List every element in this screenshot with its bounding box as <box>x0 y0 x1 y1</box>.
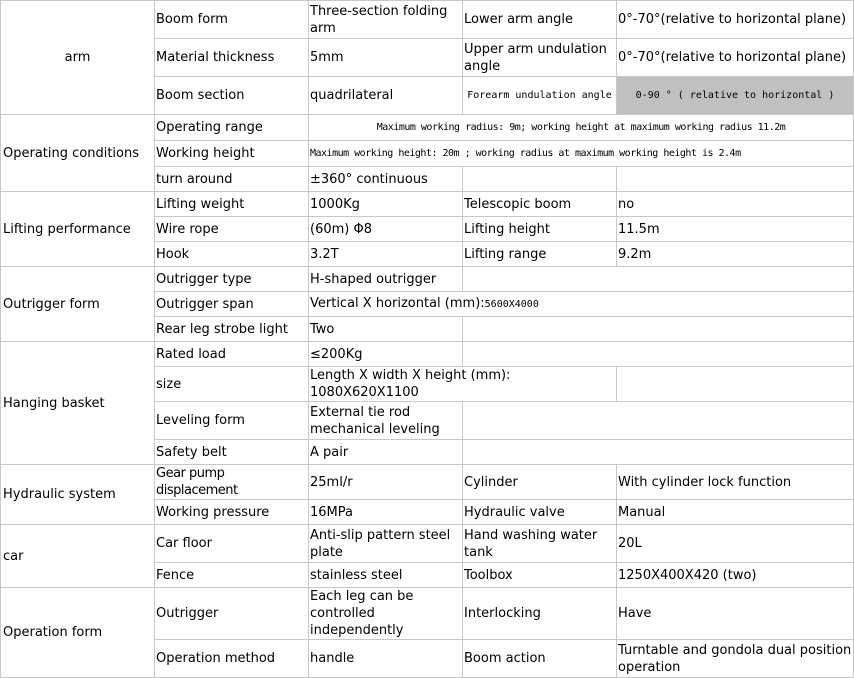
label-telescopic-boom: Telescopic boom <box>463 192 617 217</box>
table-row <box>1 342 854 367</box>
value-telescopic-boom: no <box>617 192 854 217</box>
value-rated-load: ≤200Kg <box>309 342 463 367</box>
empty-cell <box>463 167 617 192</box>
value-lifting-height: 11.5m <box>617 217 854 242</box>
empty-cell <box>463 317 854 342</box>
label-lifting-range: Lifting range <box>463 242 617 267</box>
table-row <box>1 465 854 500</box>
label-size: size <box>155 367 309 402</box>
value-boom-section: quadrilateral <box>309 77 463 115</box>
group-car: car <box>1 525 155 588</box>
label-lower-arm-angle: Lower arm angle <box>463 1 617 39</box>
value-size: Length X width X height (mm): 1080X620X1100 <box>309 367 617 402</box>
label-toolbox: Toolbox <box>463 563 617 588</box>
label-hydraulic-valve: Hydraulic valve <box>463 500 617 525</box>
empty-cell <box>463 342 854 367</box>
label-operating-range: Operating range <box>155 115 309 141</box>
value-outrigger-span <box>309 292 854 317</box>
empty-cell <box>463 267 854 292</box>
value-gear-pump: 25ml/r <box>309 465 463 500</box>
label-hook: Hook <box>155 242 309 267</box>
value-hand-washing-tank: 20L <box>617 525 854 563</box>
label-leveling-form: Leveling form <box>155 402 309 440</box>
value-interlocking: Have <box>617 588 854 640</box>
label-boom-section: Boom section <box>155 77 309 115</box>
label-boom-form: Boom form <box>155 1 309 39</box>
table-row <box>1 525 854 563</box>
group-hydraulic-system: Hydraulic system <box>1 465 155 525</box>
empty-cell <box>463 440 854 465</box>
label-fence: Fence <box>155 563 309 588</box>
empty-cell <box>617 367 854 402</box>
group-hanging-basket: Hanging basket <box>1 342 155 465</box>
label-wire-rope: Wire rope <box>155 217 309 242</box>
value-lifting-range: 9.2m <box>617 242 854 267</box>
outrigger-span-text: Vertical X horizontal (mm): <box>310 296 485 311</box>
label-car-floor: Car floor <box>155 525 309 563</box>
group-operating-conditions: Operating conditions <box>1 115 155 192</box>
group-outrigger-form: Outrigger form <box>1 267 155 342</box>
value-boom-action: Turntable and gondola dual position operation <box>617 640 854 678</box>
value-leveling-form: External tie rod mechanical leveling <box>309 402 463 440</box>
value-lower-arm-angle: 0°-70°(relative to horizontal plane) <box>617 1 854 39</box>
label-material-thickness: Material thickness <box>155 39 309 77</box>
label-lifting-weight: Lifting weight <box>155 192 309 217</box>
label-outrigger-span: Outrigger span <box>155 292 309 317</box>
value-forearm-angle: 0-90 ° ( relative to horizontal ) <box>617 77 854 115</box>
label-working-height: Working height <box>155 141 309 167</box>
value-safety-belt: A pair <box>309 440 463 465</box>
label-rear-leg-strobe: Rear leg strobe light <box>155 317 309 342</box>
group-arm: arm <box>1 1 155 115</box>
table-row <box>1 192 854 217</box>
value-toolbox: 1250X400X420 (two) <box>617 563 854 588</box>
table-row <box>1 588 854 640</box>
label-forearm-angle: Forearm undulation angle <box>463 77 617 115</box>
label-working-pressure: Working pressure <box>155 500 309 525</box>
value-outrigger-type: H-shaped outrigger <box>309 267 463 292</box>
value-material-thickness: 5mm <box>309 39 463 77</box>
label-interlocking: Interlocking <box>463 588 617 640</box>
label-upper-arm-angle: Upper arm undulation angle <box>463 39 617 77</box>
empty-cell <box>617 167 854 192</box>
value-operation-method: handle <box>309 640 463 678</box>
table-row <box>1 115 854 141</box>
group-lifting-performance: Lifting performance <box>1 192 155 267</box>
value-boom-form: Three-section folding arm <box>309 1 463 39</box>
label-turn-around: turn around <box>155 167 309 192</box>
label-outrigger-type: Outrigger type <box>155 267 309 292</box>
outrigger-span-size: 5600X4000 <box>484 299 539 310</box>
value-rear-leg-strobe: Two <box>309 317 463 342</box>
value-wire-rope: (60m) Φ8 <box>309 217 463 242</box>
group-operation-form: Operation form <box>1 588 155 678</box>
table-row <box>1 1 854 39</box>
label-hand-washing-tank: Hand washing water tank <box>463 525 617 563</box>
label-lifting-height: Lifting height <box>463 217 617 242</box>
value-fence: stainless steel <box>309 563 463 588</box>
label-safety-belt: Safety belt <box>155 440 309 465</box>
value-operating-range: Maximum working radius: 9m; working height at maximum working radius 11.2m <box>309 115 854 141</box>
value-outrigger-operation: Each leg can be controlled independently <box>309 588 463 640</box>
value-car-floor: Anti-slip pattern steel plate <box>309 525 463 563</box>
label-outrigger-operation: Outrigger <box>155 588 309 640</box>
empty-cell <box>463 402 854 440</box>
value-working-pressure: 16MPa <box>309 500 463 525</box>
label-rated-load: Rated load <box>155 342 309 367</box>
value-lifting-weight: 1000Kg <box>309 192 463 217</box>
value-hydraulic-valve: Manual <box>617 500 854 525</box>
value-hook: 3.2T <box>309 242 463 267</box>
label-gear-pump: Gear pump displacement <box>155 465 309 500</box>
table-row <box>1 267 854 292</box>
label-operation-method: Operation method <box>155 640 309 678</box>
value-turn-around: ±360° continuous <box>309 167 463 192</box>
value-working-height: Maximum working height: 20m ; working radius at maximum working height is 2.4m <box>309 141 854 167</box>
label-boom-action: Boom action <box>463 640 617 678</box>
value-upper-arm-angle: 0°-70°(relative to horizontal plane) <box>617 39 854 77</box>
label-cylinder: Cylinder <box>463 465 617 500</box>
value-cylinder: With cylinder lock function <box>617 465 854 500</box>
